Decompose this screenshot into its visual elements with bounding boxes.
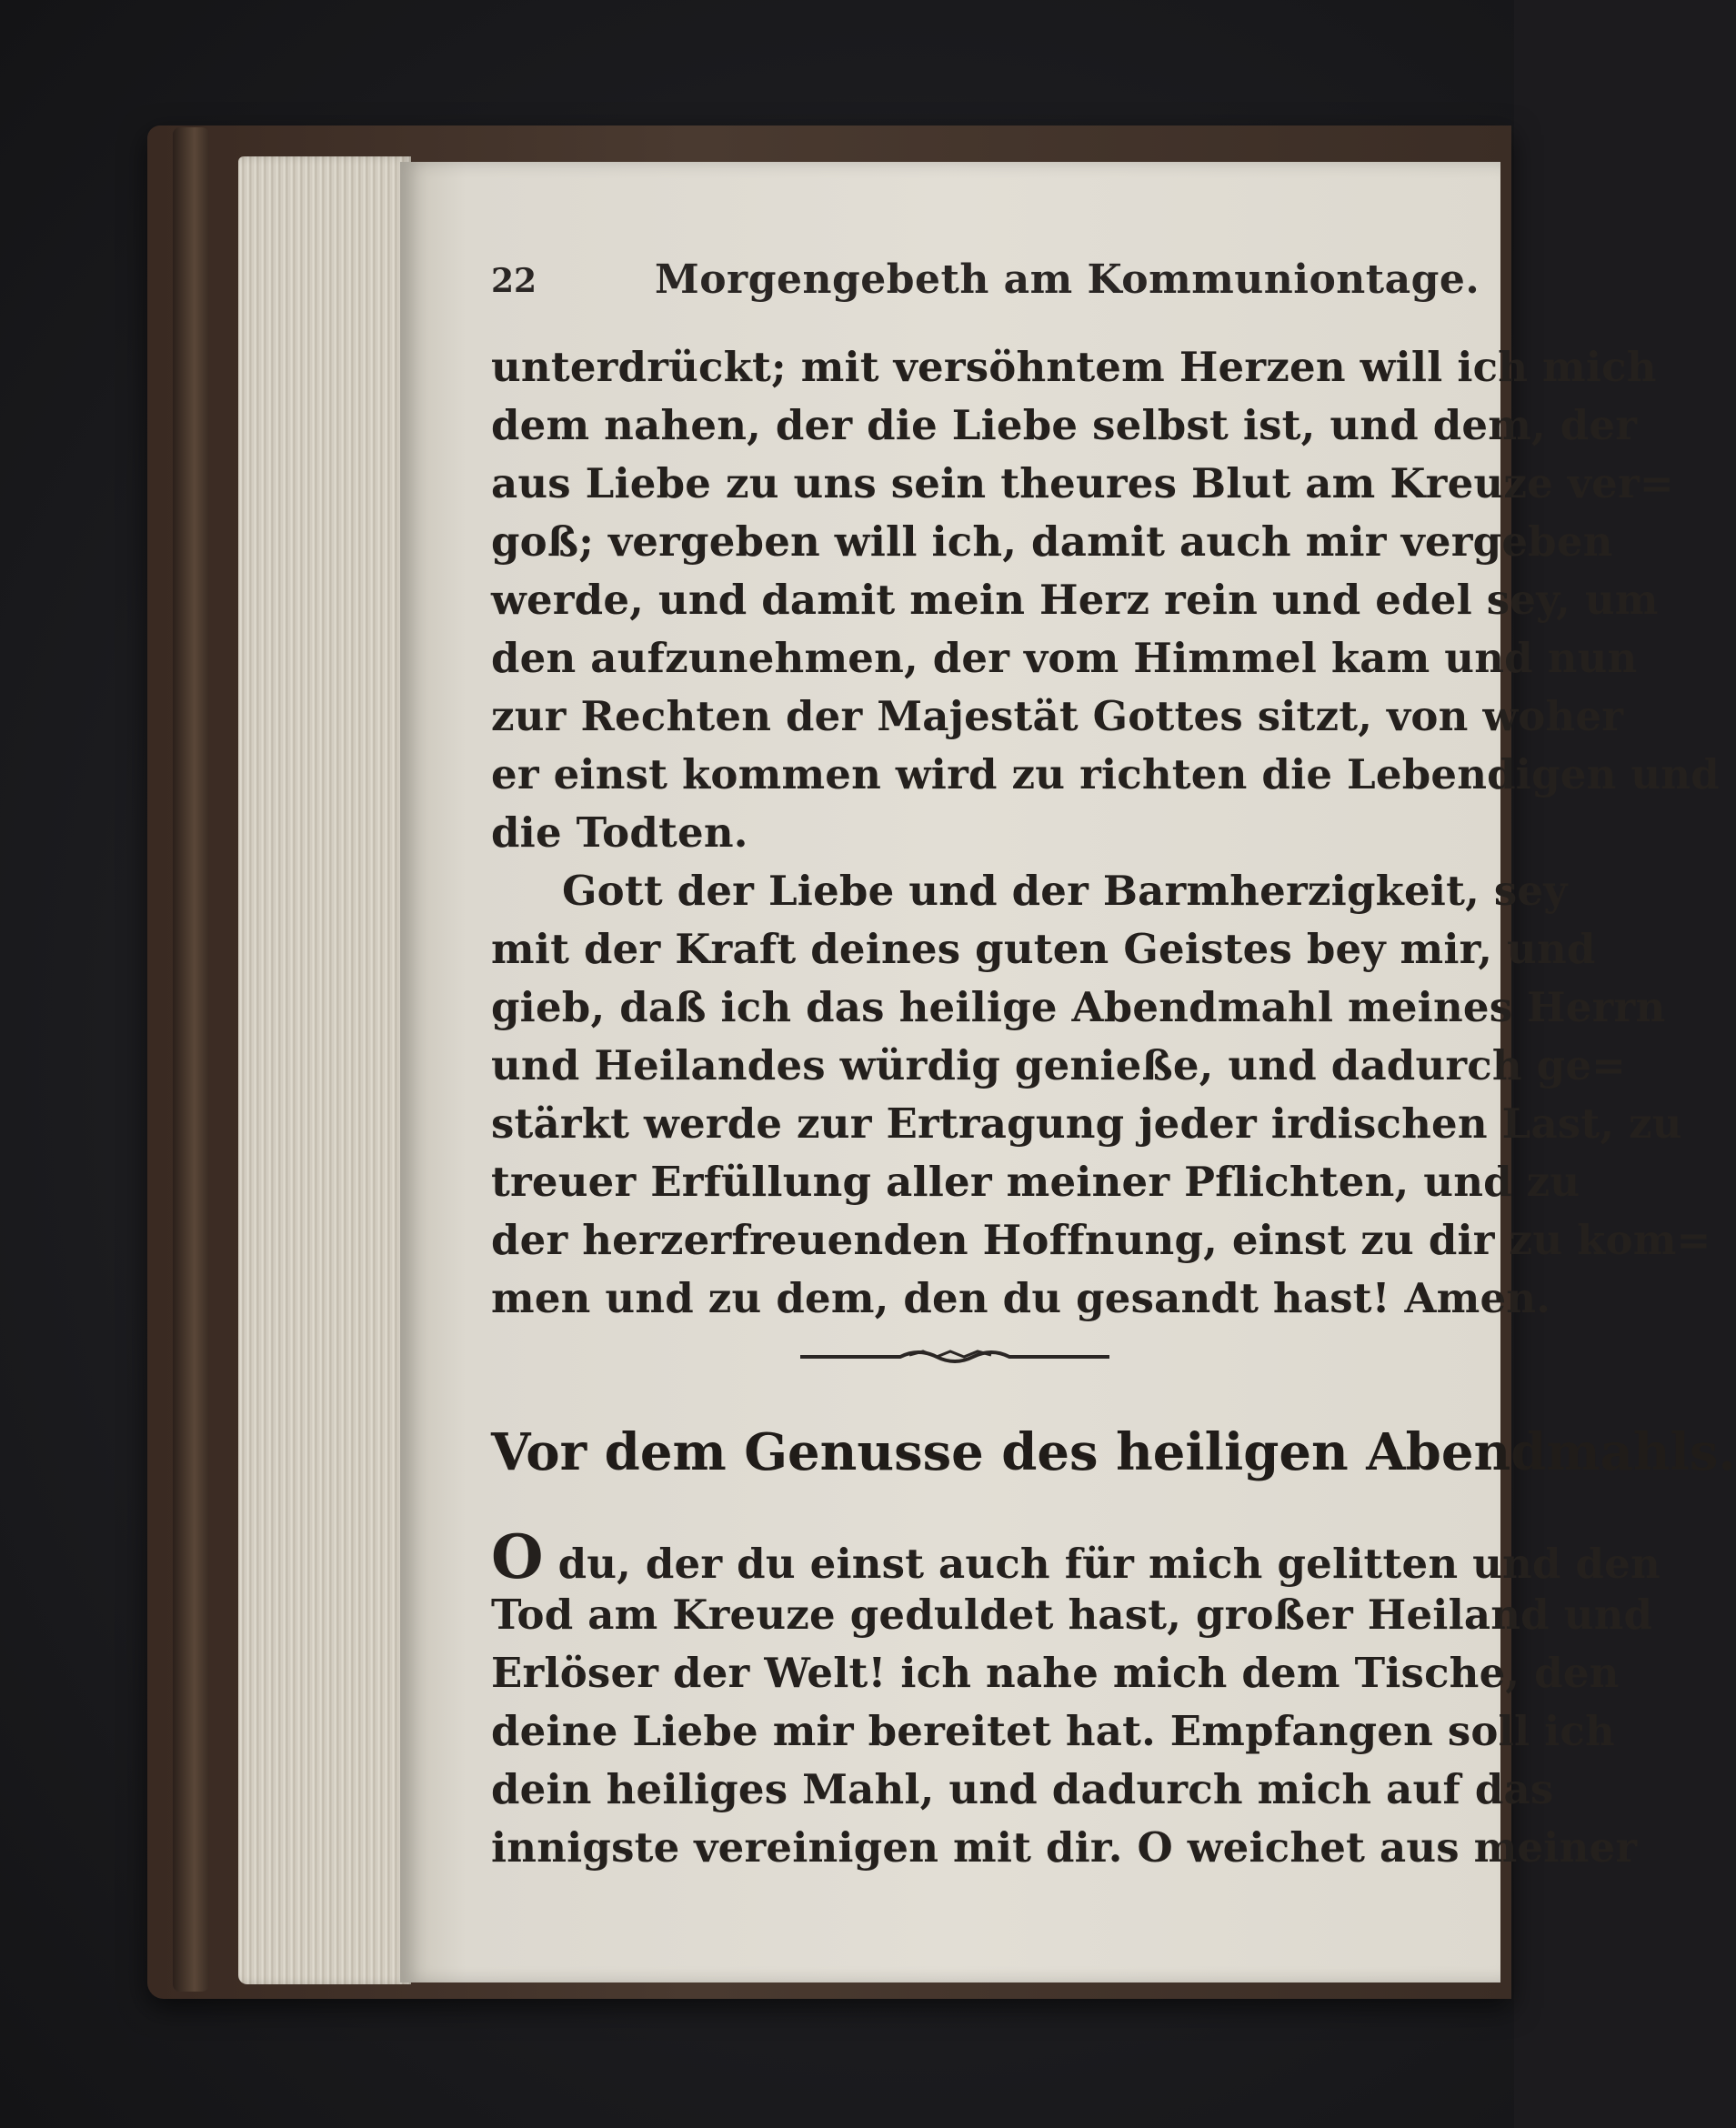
text-line: dein heiliges Mahl, und dadurch mich auf das [491, 1765, 1554, 1813]
ornament-divider-icon [800, 1344, 1109, 1366]
text-line: Gott der Liebe und der Barmherzigkeit, sey [562, 867, 1568, 915]
text-line: werde, und damit mein Herz rein und edel sey, um [491, 576, 1659, 624]
drop-initial: O [491, 1521, 544, 1592]
text-block-bottom [491, 1521, 1661, 1877]
text-line: er einst kommen wird zu richten die Lebendigen und [491, 750, 1720, 798]
text-line: aus Liebe zu uns sein theures Blut am Kreuze ver= [491, 459, 1674, 507]
text-line: den aufzunehmen, der vom Himmel kam und nun [491, 634, 1638, 682]
section-heading: Vor dem Genusse des heiligen Abendmahls. [491, 1422, 1736, 1482]
text-line: zur Rechten der Majestät Gottes sitzt, von woher [491, 692, 1624, 740]
text-line: innigste vereinigen mit dir. O weichet aus meiner [491, 1823, 1638, 1872]
text-line: treuer Erfüllung aller meiner Pflichten, und zu [491, 1158, 1580, 1206]
page-number: 22 [491, 262, 537, 300]
book-spine-edge [173, 127, 209, 1992]
text-line: unterdrückt; mit versöhntem Herzen will ich mich [491, 343, 1657, 391]
text-line: Tod am Kreuze geduldet hast, großer Heiland und [491, 1591, 1653, 1639]
text-line: men und zu dem, den du gesandt hast! Amen. [491, 1274, 1551, 1322]
text-line: stärkt werde zur Ertragung jeder irdischen Last, zu [491, 1099, 1682, 1148]
text-block-top [491, 338, 1720, 1328]
text-line: und Heilandes würdig genieße, und dadurch ge= [491, 1041, 1627, 1089]
page-header [491, 256, 1480, 311]
text-line-rest: du, der du einst auch für mich gelitten und den [557, 1540, 1661, 1588]
text-line: mit der Kraft deines guten Geistes bey mir, und [491, 925, 1596, 973]
page-stack-edge [238, 156, 411, 1984]
text-line: goß; vergeben will ich, damit auch mir vergeben [491, 517, 1613, 566]
text-line: Erlöser der Welt! ich nahe mich dem Tische, den [491, 1649, 1620, 1697]
running-head: Morgengebeth am Kommuniontage. [655, 256, 1480, 303]
text-line: der herzerfreuenden Hoffnung, einst zu dir zu kom= [491, 1216, 1711, 1264]
text-line: deine Liebe mir bereitet hat. Empfangen soll ich [491, 1707, 1615, 1755]
text-line: die Todten. [491, 808, 748, 857]
text-line: dem nahen, der die Liebe selbst ist, und dem, der [491, 401, 1638, 449]
text-line: gieb, daß ich das heilige Abendmahl meines Herrn [491, 983, 1666, 1031]
text-line-first [491, 1521, 1661, 1592]
